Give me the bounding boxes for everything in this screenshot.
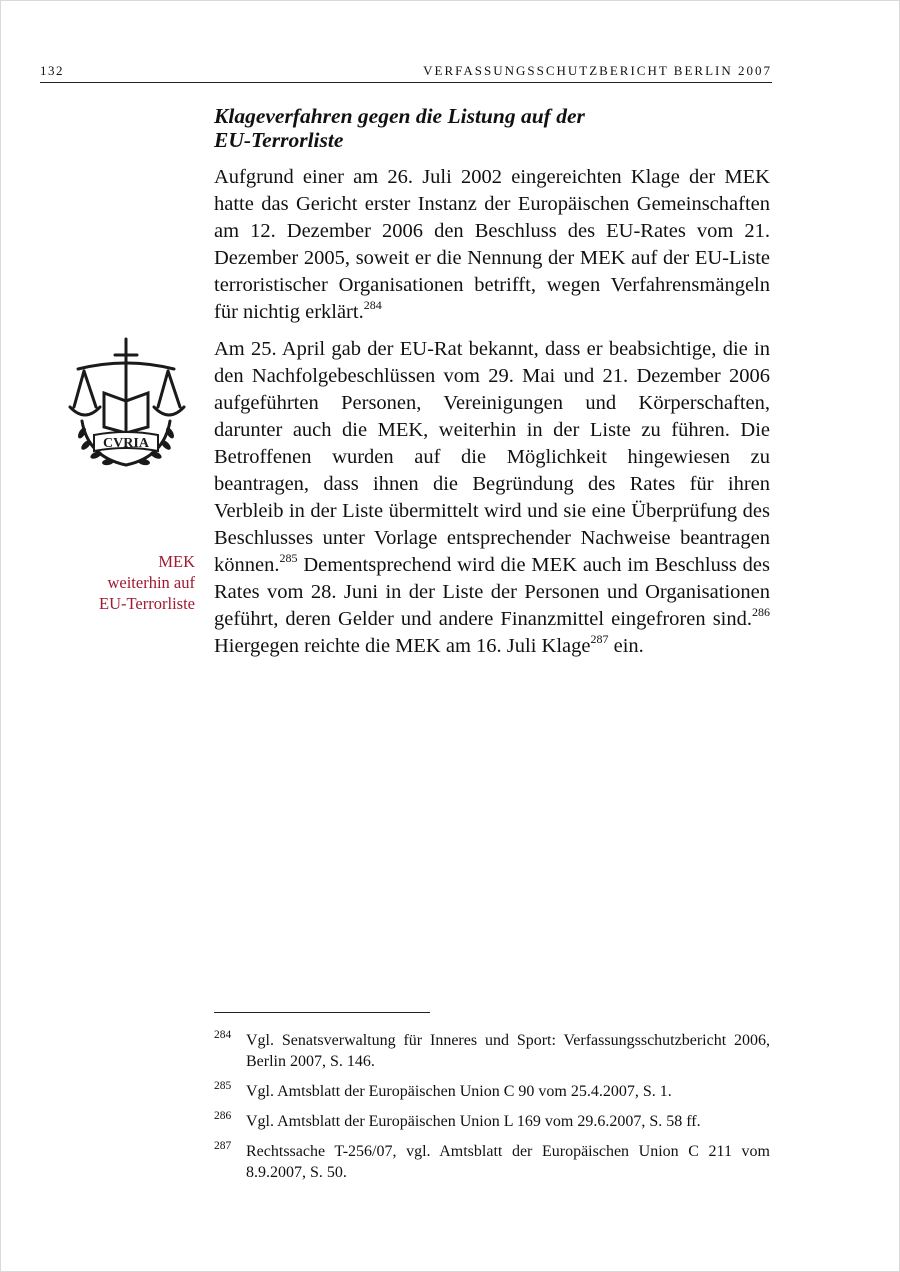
- footnote-text: Vgl. Amtsblatt der Europäischen Union C 90 vom 25.4.2007, S. 1.: [246, 1083, 672, 1100]
- footnote-text: Vgl. Senatsverwaltung für Inneres und Sport: Verfassungsschutzbericht 2006, Berlin 2007, S. 146.: [246, 1032, 770, 1070]
- footnotes: [214, 1030, 770, 1192]
- margin-note: [40, 551, 195, 614]
- footnote-ref-284[interactable]: 284: [363, 298, 382, 313]
- footnote-number: 285: [214, 1080, 232, 1092]
- section-heading-line1: Klageverfahren gegen die Listung auf der: [214, 104, 585, 128]
- paragraph-2-part2: Dementsprechend wird die MEK auch im Beschluss des Rates vom 28. Juni in der Liste der Personen und Organisationen geführt, deren Gelder und andere Finanzmittel eingefroren sind.: [214, 554, 770, 630]
- footnote-number: 284: [214, 1029, 232, 1041]
- footnote-286: [214, 1111, 770, 1132]
- page-number: 132: [40, 63, 64, 78]
- paragraph-2-part4: ein.: [608, 635, 644, 657]
- margin-note-line2: weiterhin auf: [107, 573, 195, 592]
- running-title: VERFASSUNGSSCHUTZBERICHT BERLIN 2007: [423, 63, 772, 78]
- footnote-separator: [214, 1012, 430, 1013]
- section-heading-line2: EU-Terrorliste: [214, 128, 344, 152]
- footnote-number: 287: [214, 1140, 232, 1152]
- paragraph-2-part1: Am 25. April gab der EU-Rat bekannt, dass er beabsichtige, die in den Nachfolgebeschlüssen vom 29. Mai und 21. Dezember 2006 aufgeführten Personen, Vereinigungen und Körperschaften, darunter auch die MEK, weiterhin in der Liste zu führen. Die Betroffenen wurden auf die Möglichkeit hingewiesen zu beantragen, dass ihnen die Begründung des Rates für ihren Verbleib in der Liste übermittelt wird und sie eine Überprüfung des Beschlusses unter Vorlage entsprechender Nachweise beantragen können.: [214, 338, 770, 576]
- curia-emblem-icon: [66, 335, 192, 475]
- footnote-ref-287[interactable]: 287: [590, 632, 609, 647]
- paragraph-1-text: Aufgrund einer am 26. Juli 2002 eingereichten Klage der MEK hatte das Gericht erster Instanz der Europäischen Gemeinschaften am 12. Dezember 2006 den Beschluss des EU-Rates vom 21. Dezember 2005, soweit er die Nennung der MEK auf der EU-Liste terroristischer Organisationen betrifft, wegen Verfahrensmängeln für nichtig erklärt.: [214, 166, 770, 323]
- paragraph-1: [214, 164, 770, 326]
- running-header: [40, 62, 772, 83]
- paragraph-2-part3: Hiergegen reichte die MEK am 16. Juli Klage: [214, 635, 591, 657]
- footnote-number: 286: [214, 1110, 232, 1122]
- margin-note-line3: EU-Terrorliste: [99, 594, 195, 613]
- footnote-text: Vgl. Amtsblatt der Europäischen Union L 169 vom 29.6.2007, S. 58 ff.: [246, 1113, 701, 1130]
- footnote-284: [214, 1030, 770, 1072]
- margin-note-line1: MEK: [158, 552, 195, 571]
- curia-label: CVRIA: [103, 436, 149, 451]
- footnote-text: Rechtssache T-256/07, vgl. Amtsblatt der Europäischen Union C 211 vom 8.9.2007, S. 50.: [246, 1143, 770, 1181]
- footnote-287: [214, 1141, 770, 1183]
- paragraph-2: [214, 336, 770, 660]
- footnote-285: [214, 1081, 770, 1102]
- footnote-ref-285[interactable]: 285: [279, 551, 298, 566]
- footnote-ref-286[interactable]: 286: [752, 605, 770, 620]
- section-heading: [214, 104, 770, 152]
